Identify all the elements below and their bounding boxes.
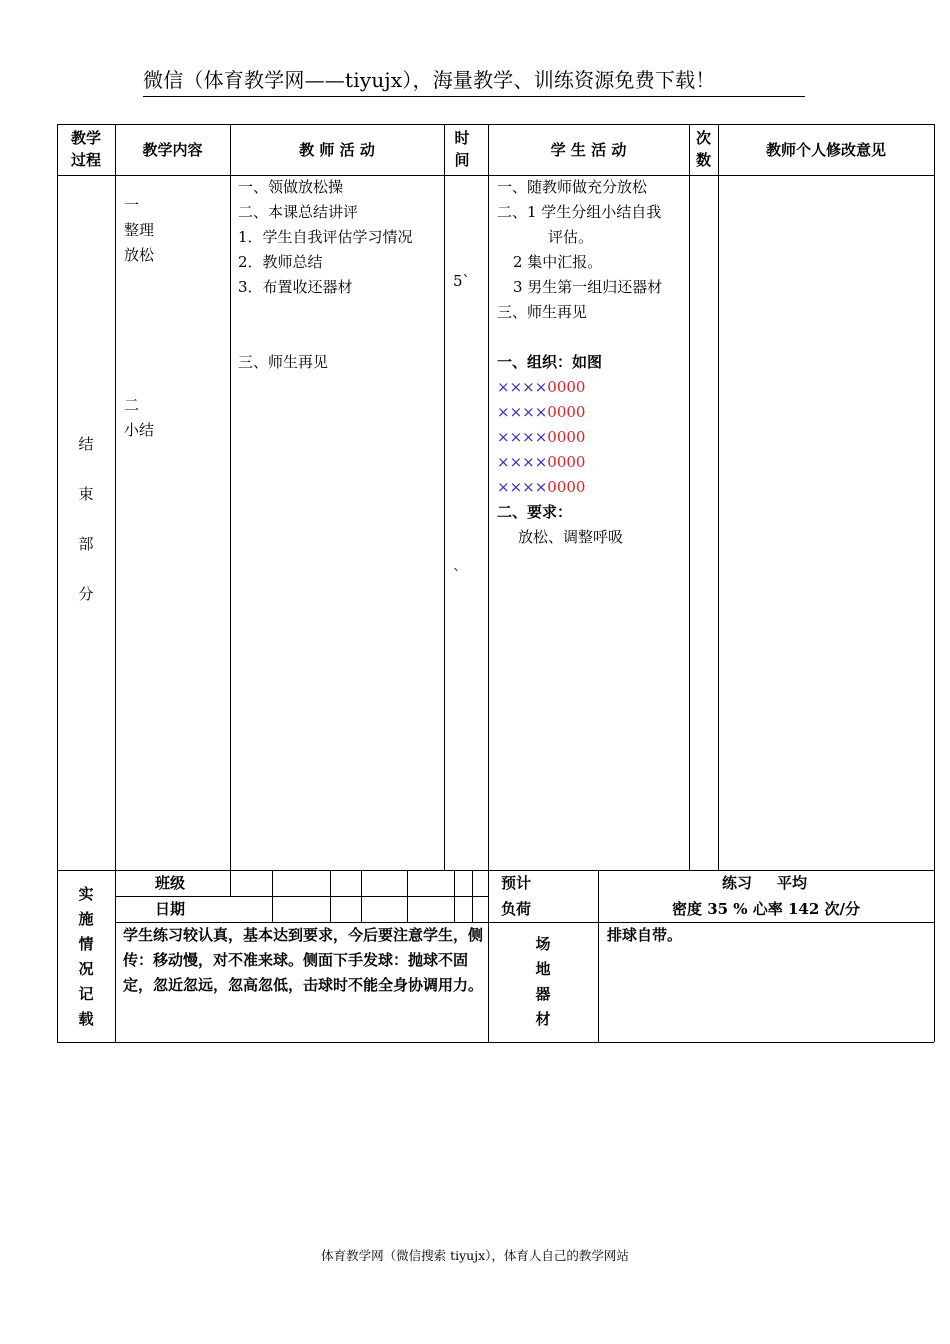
- section-label: 结 束 部 分: [78, 435, 94, 603]
- content-item-line: 整理: [124, 221, 155, 239]
- load-values: 密度 35 % 心率 142 次/分: [671, 900, 861, 918]
- formation-crosses: ××××: [497, 403, 548, 421]
- equipment-text: 排球自带。: [607, 926, 683, 944]
- col-divider: [718, 124, 719, 870]
- col-divider: [444, 124, 445, 870]
- col-header-notes: 教师个人修改意见: [765, 141, 886, 159]
- student-activity-line: 二、1 学生分组小结自我: [497, 203, 662, 221]
- formation-crosses: ××××: [497, 453, 548, 471]
- formation-circles: 0000: [547, 378, 586, 396]
- formation-circles: 0000: [547, 478, 586, 496]
- header-bottom-border: [57, 175, 934, 176]
- formation-row: [497, 400, 585, 425]
- organization-title: 一、组织：如图: [497, 353, 603, 371]
- teacher-activity-line: 2．教师总结: [238, 253, 323, 271]
- grid-line: [272, 870, 273, 922]
- formation-circles: 0000: [547, 428, 586, 446]
- table-top-border: [57, 124, 934, 125]
- formation-circles: 0000: [547, 453, 586, 471]
- page-title: 微信（体育教学网——tiyujx），海量教学、训练资源免费下载！: [143, 64, 805, 97]
- content-item-line: 小结: [124, 421, 155, 439]
- formation-circles: 0000: [547, 403, 586, 421]
- formation-crosses: ××××: [497, 478, 548, 496]
- forecast-label: 负荷: [501, 900, 532, 918]
- formation-row: [497, 425, 585, 450]
- table-right-border: [934, 124, 935, 1042]
- student-activity-line: 评估。: [548, 228, 594, 246]
- load-average-label: 平均: [777, 874, 808, 892]
- col-header-student: 学 生 活 动: [550, 141, 627, 159]
- requirements-text: 放松、调整呼吸: [518, 528, 624, 546]
- date-label: 日期: [155, 900, 186, 918]
- time-mark: `: [453, 566, 461, 584]
- content-item-number: 一: [124, 196, 140, 214]
- page-footer: 体育教学网（微信搜索 tiyujx），体育人自己的教学网站: [321, 1248, 629, 1263]
- student-activity-line: 3 男生第一组归还器材: [513, 278, 663, 296]
- class-label: 班级: [155, 874, 186, 892]
- col-divider: [230, 124, 231, 896]
- grid-line: [330, 870, 331, 922]
- col-header-teacher: 教 师 活 动: [299, 141, 375, 159]
- student-activity-line: 2 集中汇报。: [513, 253, 603, 271]
- col-header-process: 教学 过程: [70, 129, 101, 169]
- teacher-activity-line: 3．布置收还器材: [238, 278, 353, 296]
- table-left-border: [57, 124, 58, 1042]
- col-divider: [115, 124, 116, 1042]
- teacher-activity-line: 一、领做放松操: [238, 178, 344, 196]
- formation-row: [497, 475, 585, 500]
- grid-line: [454, 870, 455, 922]
- formation-crosses: ××××: [497, 378, 548, 396]
- student-activity-line: 一、随教师做充分放松: [497, 178, 648, 196]
- load-practice-label: 练习: [722, 874, 753, 892]
- table-bottom-border: [57, 1042, 934, 1043]
- col-divider: [689, 124, 690, 870]
- col-header-content: 教学内容: [142, 141, 203, 159]
- teacher-activity-line: 1．学生自我评估学习情况: [238, 228, 413, 246]
- venue-label: 场 地 器 材: [535, 935, 551, 1028]
- content-item-number: 二: [124, 396, 140, 414]
- implementation-label: 实 施 情 况 记 载: [78, 885, 94, 1028]
- time-value: 5`: [453, 272, 471, 290]
- requirements-title: 二、要求：: [497, 503, 573, 521]
- col-header-time: 时 间: [454, 129, 470, 169]
- grid-line: [361, 870, 362, 922]
- formation-row: [497, 450, 585, 475]
- formation-crosses: ××××: [497, 428, 548, 446]
- content-item-line: 放松: [124, 246, 155, 264]
- grid-line: [472, 870, 473, 922]
- student-activity-line: 三、师生再见: [497, 303, 588, 321]
- teacher-activity-line: 三、师生再见: [238, 353, 329, 371]
- formation-row: [497, 375, 585, 400]
- col-divider: [598, 870, 599, 1042]
- grid-line: [407, 870, 408, 922]
- col-header-count: 次 数: [695, 129, 711, 169]
- implementation-notes: 学生练习较认真，基本达到要求，今后要注意学生，侧传：移动慢，对不准来球。侧面下手发球：抛球不固定，忽近忽远，忽高忽低，击球时不能全身协调用力。: [123, 926, 484, 994]
- col-divider: [488, 124, 489, 1042]
- teacher-activity-line: 二、本课总结讲评: [238, 203, 359, 221]
- forecast-label: 预计: [501, 874, 532, 892]
